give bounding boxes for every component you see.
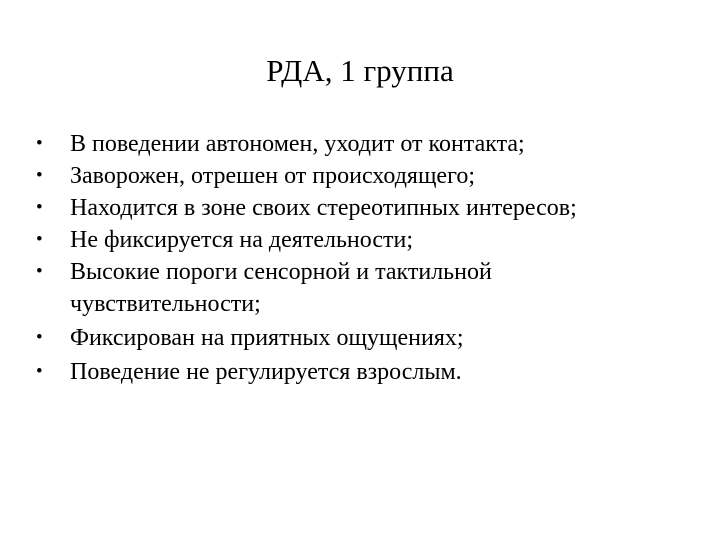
list-item [36, 256, 686, 320]
list-item-text: В поведении автономен, уходит от контакта; [70, 131, 525, 157]
list-item-text: Не фиксируется на деятельности; [70, 227, 413, 253]
bullet-icon: • [36, 133, 43, 154]
bullet-icon: • [36, 229, 43, 250]
list-item [36, 322, 686, 354]
list-item [36, 356, 686, 388]
bullet-icon: • [36, 165, 43, 186]
list-item-text: Поведение не регулируется взрослым. [70, 359, 462, 385]
list-item [36, 160, 686, 192]
list-item-text: Находится в зоне своих стереотипных интересов; [70, 195, 577, 221]
list-item-text: Заворожен, отрешен от происходящего; [70, 163, 475, 189]
list-item [36, 128, 686, 160]
bullet-icon: • [36, 197, 43, 218]
list-item [36, 224, 686, 256]
slide-title: РДА, 1 группа [266, 53, 454, 88]
bullet-icon: • [36, 261, 43, 282]
bullet-icon: • [36, 327, 43, 348]
bullet-list [36, 128, 686, 388]
list-item [36, 192, 686, 224]
list-item-text: Фиксирован на приятных ощущениях; [70, 325, 464, 351]
bullet-icon: • [36, 361, 43, 382]
list-item-text: Высокие пороги сенсорной и тактильной чувствительности; [70, 259, 492, 317]
